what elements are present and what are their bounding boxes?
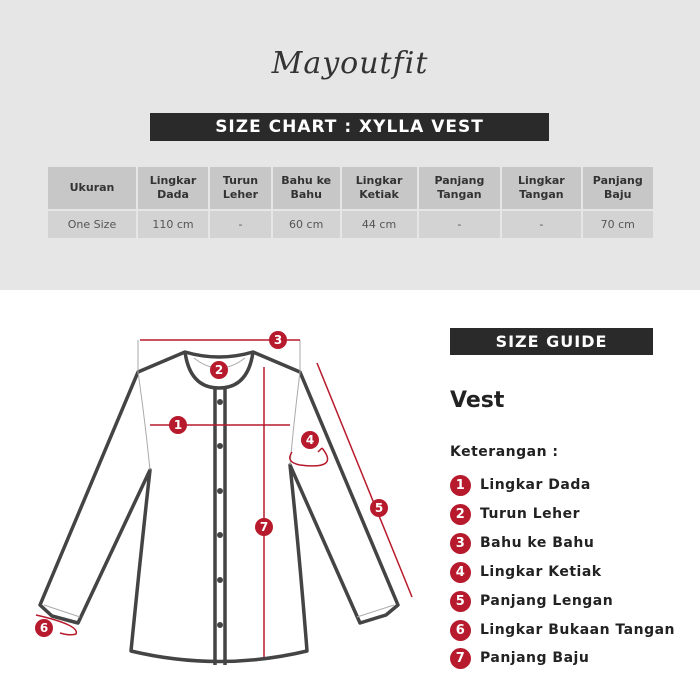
header-cell: Panjang Baju bbox=[583, 167, 653, 209]
cell: - bbox=[210, 211, 271, 238]
header-cell: Lingkar Tangan bbox=[502, 167, 580, 209]
legend-label: Bahu ke Bahu bbox=[480, 535, 595, 551]
shirt-diagram bbox=[0, 290, 440, 700]
cell: 110 cm bbox=[138, 211, 208, 238]
badge-2: 2 bbox=[214, 363, 224, 377]
legend-label: Turun Leher bbox=[480, 506, 580, 522]
legend-label: Lingkar Bukaan Tangan bbox=[480, 622, 676, 638]
cell: 70 cm bbox=[583, 211, 653, 238]
brand-logo: Mayoutfit bbox=[271, 46, 429, 81]
cell: - bbox=[419, 211, 501, 238]
legend-title: Keterangan : bbox=[450, 444, 559, 460]
size-guide-title: SIZE GUIDE bbox=[450, 328, 653, 355]
header-cell: Lingkar Ketiak bbox=[342, 167, 417, 209]
legend-item bbox=[450, 590, 613, 612]
header-cell: Lingkar Dada bbox=[138, 167, 208, 209]
legend-label: Panjang Lengan bbox=[480, 593, 614, 609]
legend-item bbox=[450, 503, 580, 525]
shirt-outline bbox=[40, 352, 398, 665]
legend-item bbox=[450, 532, 594, 554]
legend-label: Lingkar Dada bbox=[480, 477, 591, 493]
header-cell: Panjang Tangan bbox=[419, 167, 501, 209]
size-table bbox=[46, 165, 655, 240]
buttons bbox=[217, 399, 223, 628]
size-chart-title: SIZE CHART : XYLLA VEST bbox=[150, 113, 549, 141]
legend-item bbox=[450, 561, 602, 583]
badge-4: 4 bbox=[305, 433, 315, 447]
badge-5: 5 bbox=[374, 501, 384, 515]
header-cell: Bahu ke Bahu bbox=[273, 167, 340, 209]
badge-6: 6 bbox=[39, 621, 49, 635]
header-cell: Ukuran bbox=[48, 167, 136, 209]
table-header-row bbox=[48, 167, 653, 209]
legend-label: Panjang Baju bbox=[480, 650, 590, 666]
legend-item bbox=[450, 647, 589, 669]
number-badge: 3 bbox=[450, 533, 471, 554]
cell: 44 cm bbox=[342, 211, 417, 238]
badge-1: 1 bbox=[173, 418, 183, 432]
cell: 60 cm bbox=[273, 211, 340, 238]
header-cell: Turun Leher bbox=[210, 167, 271, 209]
legend-label: Lingkar Ketiak bbox=[480, 564, 602, 580]
size-chart-section bbox=[0, 0, 700, 290]
table-row bbox=[48, 211, 653, 238]
number-badge: 1 bbox=[450, 475, 471, 496]
number-badge: 7 bbox=[450, 648, 471, 669]
legend-item bbox=[450, 474, 591, 496]
badge-7: 7 bbox=[259, 520, 269, 534]
cell: One Size bbox=[48, 211, 136, 238]
product-name: Vest bbox=[450, 388, 505, 413]
measure-badges bbox=[35, 331, 388, 637]
number-badge: 6 bbox=[450, 620, 471, 641]
legend-item bbox=[450, 619, 675, 641]
badge-3: 3 bbox=[273, 333, 283, 347]
cell: - bbox=[502, 211, 580, 238]
number-badge: 2 bbox=[450, 504, 471, 525]
number-badge: 5 bbox=[450, 591, 471, 612]
number-badge: 4 bbox=[450, 562, 471, 583]
